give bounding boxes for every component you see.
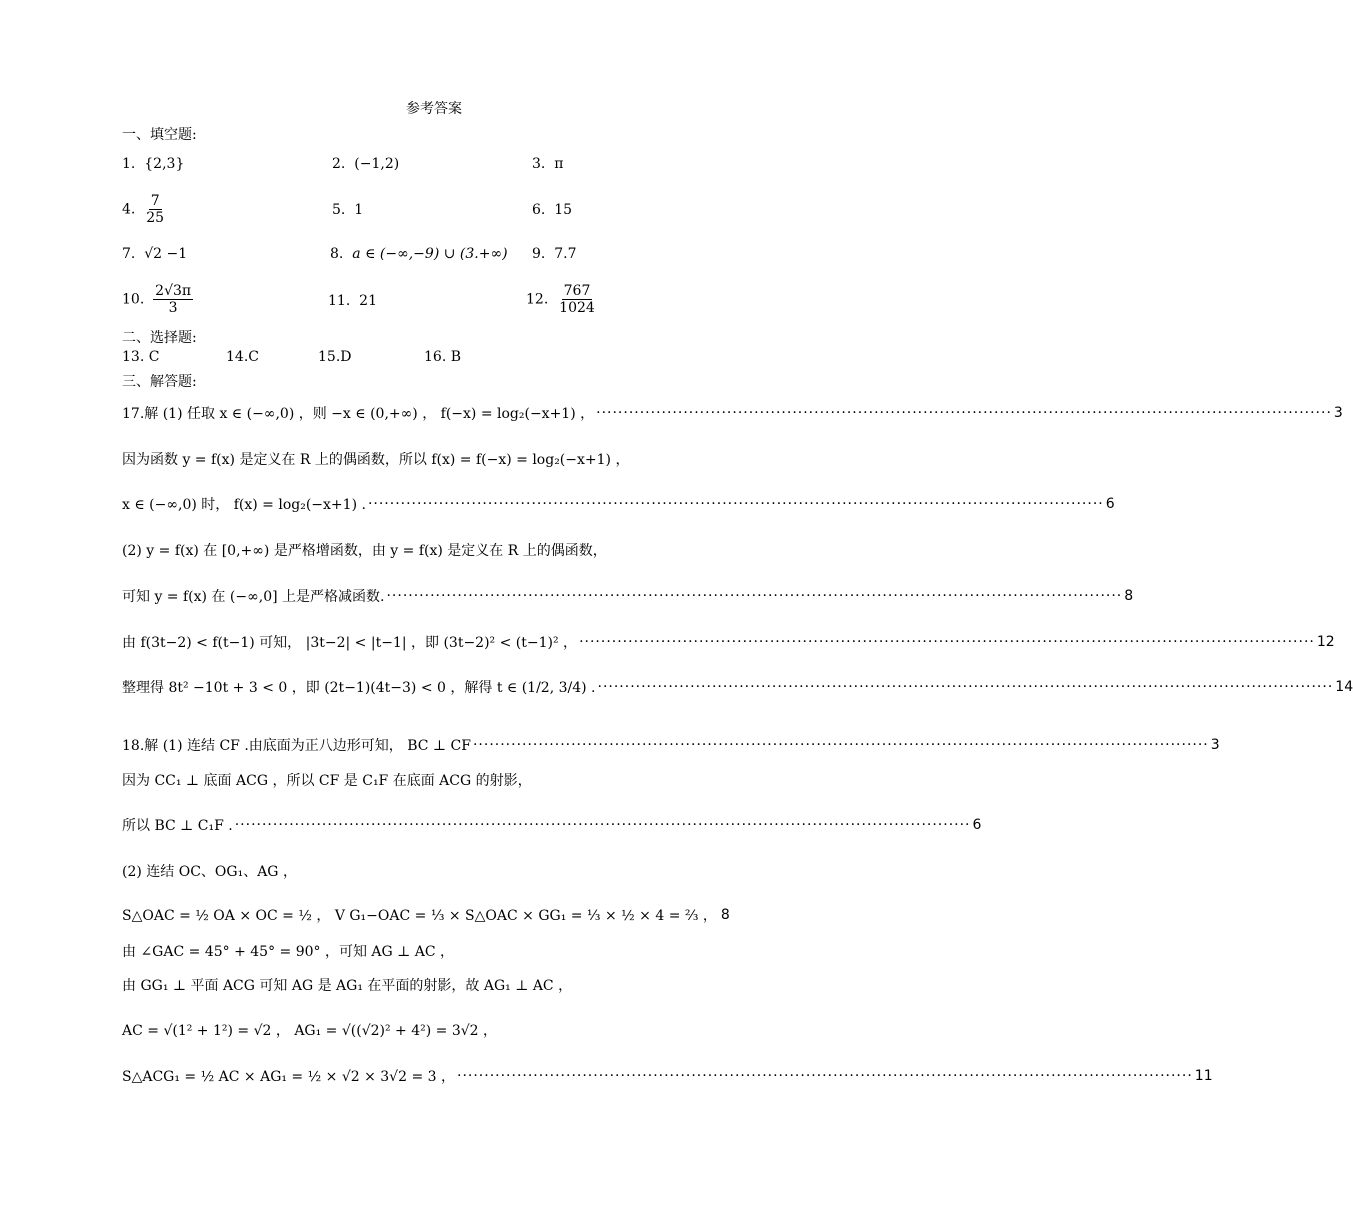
- answer-q11: 11. 21: [328, 293, 377, 309]
- answer-q6: 6. 15: [532, 202, 573, 218]
- answer-q12: 12. $\frac{767}{1024}$: [526, 283, 595, 317]
- answer-q5: 5. 1: [332, 202, 364, 218]
- section-fill-heading: 一、填空题:: [122, 127, 197, 143]
- answer-q10: 10. $\frac{2√3\pi}{3}$: [122, 283, 192, 317]
- q18-line-6: 由 ∠GAC = 45° + 45° = 90° ，可知 AG ⊥ AC ，: [122, 944, 455, 960]
- answer-q4: 4. $\frac{7}{25}$: [122, 193, 165, 227]
- answer-q14: 14.C: [226, 349, 259, 365]
- q18-line-1: 18.解 (1) 连结 CF .由底面为正八边形可知， BC ⊥ CF ······································································································································· 3: [122, 737, 1220, 754]
- q18-line-9: S△ACG₁ = ½ AC × AG₁ = ½ × √2 × 3√2 = 3 ， ······································································································································· 11: [122, 1068, 1213, 1085]
- answer-q1: 1. {2,3}: [122, 156, 185, 172]
- q18-line-4: (2) 连结 OC、OG₁、AG ，: [122, 864, 297, 880]
- answer-q8: 8. a ∈ (−∞,−9) ∪ (3.+∞): [330, 246, 508, 262]
- q18-line-8: AC = √(1² + 1²) = √2 ， AG₁ = √((√2)² + 4²) = 3√2 ，: [122, 1023, 498, 1039]
- answer-q16: 16. B: [424, 349, 462, 365]
- answer-q9: 9. 7.7: [532, 246, 577, 262]
- q18-line-7: 由 GG₁ ⊥ 平面 ACG 可知 AG 是 AG₁ 在平面的射影，故 AG₁ ⊥ AC ，: [122, 978, 573, 994]
- section-solve-heading: 三、解答题:: [122, 374, 197, 390]
- q18-line-3: 所以 BC ⊥ C₁F . ······································································································································· 6: [122, 817, 982, 834]
- answer-q2: 2. (−1,2): [332, 156, 400, 172]
- q17-line-7: 整理得 8t² −10t + 3 < 0 ，即 (2t−1)(4t−3) < 0 ，解得 t ∈ (1/2, 3/4) . ······································································································································· 14: [122, 679, 1353, 696]
- answer-q13: 13. C: [122, 349, 160, 365]
- section-choice-heading: 二、选择题:: [122, 330, 197, 346]
- q18-line-5: S△OAC = ½ OA × OC = ½ ， V G₁−OAC = ⅓ × S△OAC × GG₁ = ⅓ × ½ × 4 = ⅔ ， 8: [122, 907, 730, 924]
- answer-q7: 7. √2 −1: [122, 246, 188, 262]
- q18-line-2: 因为 CC₁ ⊥ 底面 ACG ，所以 CF 是 C₁F 在底面 ACG 的射影，: [122, 773, 532, 789]
- answer-q15: 15.D: [318, 349, 352, 365]
- answer-q3: 3. π: [532, 156, 564, 172]
- page-title: 参考答案: [406, 101, 462, 117]
- q17-line-2: 因为函数 y = f(x) 是定义在 R 上的偶函数，所以 f(x) = f(−x) = log₂(−x+1) ，: [122, 452, 630, 468]
- q17-line-5: 可知 y = f(x) 在 (−∞,0] 上是严格减函数. ······································································································································· 8: [122, 588, 1134, 605]
- q17-line-1: 17.解 (1) 任取 x ∈ (−∞,0) ，则 −x ∈ (0,+∞) ， f(−x) = log₂(−x+1) ， ······································································································································· 3: [122, 405, 1343, 422]
- q17-line-4: (2) y = f(x) 在 [0,+∞) 是严格增函数，由 y = f(x) 是定义在 R 上的偶函数，: [122, 543, 607, 559]
- q17-line-6: 由 f(3t−2) < f(t−1) 可知， |3t−2| < |t−1| ，即 (3t−2)² < (t−1)² ， ······································································································································· 12: [122, 634, 1335, 651]
- q17-line-3: x ∈ (−∞,0) 时， f(x) = log₂(−x+1) . ······································································································································· 6: [122, 496, 1115, 513]
